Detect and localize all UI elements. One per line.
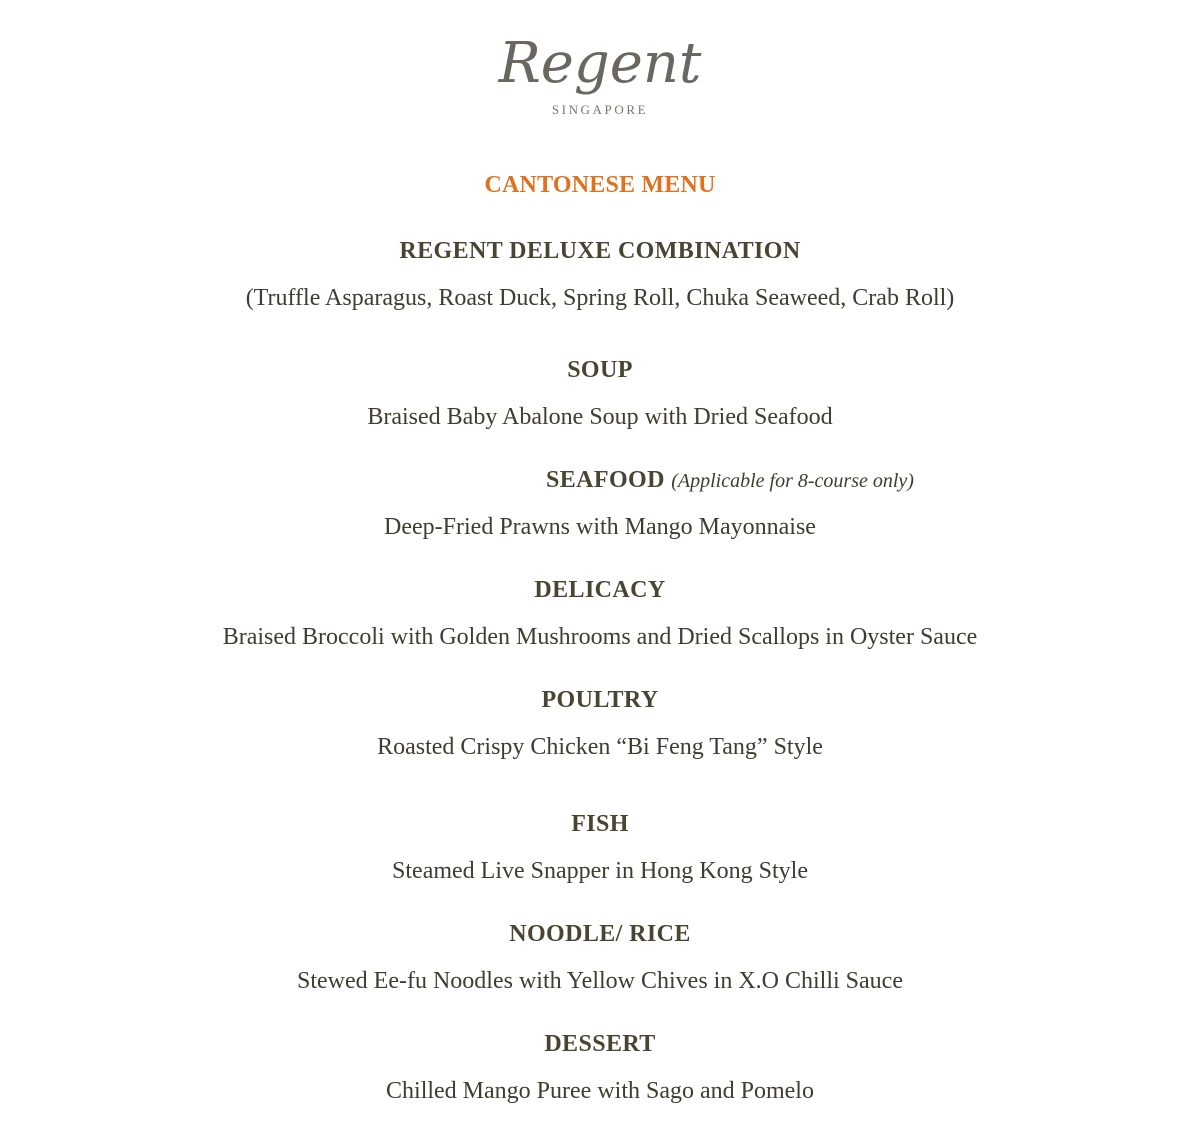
- course-dish-delicacy: Braised Broccoli with Golden Mushrooms and Dried Scallops in Oyster Sauce: [222, 624, 978, 650]
- course-dish-soup: Braised Baby Abalone Soup with Dried Seafood: [367, 404, 833, 430]
- course-heading-seafood-label: SEAFOOD: [546, 467, 665, 493]
- course-heading-fish: FISH: [571, 811, 629, 837]
- menu-title: CANTONESE MENU: [484, 172, 716, 198]
- course-dish-seafood: Deep-Fried Prawns with Mango Mayonnaise: [384, 514, 816, 540]
- course-heading-poultry: POULTRY: [541, 687, 659, 713]
- course-heading-soup: SOUP: [567, 357, 633, 383]
- course-heading-noodle-rice: NOODLE/ RICE: [509, 921, 691, 947]
- course-dish-poultry: Roasted Crispy Chicken “Bi Feng Tang” Style: [377, 734, 823, 760]
- course-dish-dessert: Chilled Mango Puree with Sago and Pomelo: [386, 1078, 814, 1104]
- course-heading-delicacy: DELICACY: [534, 577, 666, 603]
- course-dish-combination: (Truffle Asparagus, Roast Duck, Spring Roll, Chuka Seaweed, Crab Roll): [245, 285, 955, 311]
- logo-location: SINGAPORE: [551, 102, 649, 117]
- course-heading-dessert: DESSERT: [544, 1031, 656, 1057]
- course-dish-fish: Steamed Live Snapper in Hong Kong Style: [392, 858, 808, 884]
- logo-wordmark: Regent: [498, 31, 702, 96]
- course-heading-combination: REGENT DELUXE COMBINATION: [399, 238, 801, 264]
- course-dish-noodle-rice: Stewed Ee-fu Noodles with Yellow Chives in X.O Chilli Sauce: [297, 968, 903, 994]
- course-note-seafood: (Applicable for 8-course only): [671, 470, 914, 492]
- course-heading-seafood: [546, 467, 1146, 494]
- regent-logo: [0, 22, 1200, 122]
